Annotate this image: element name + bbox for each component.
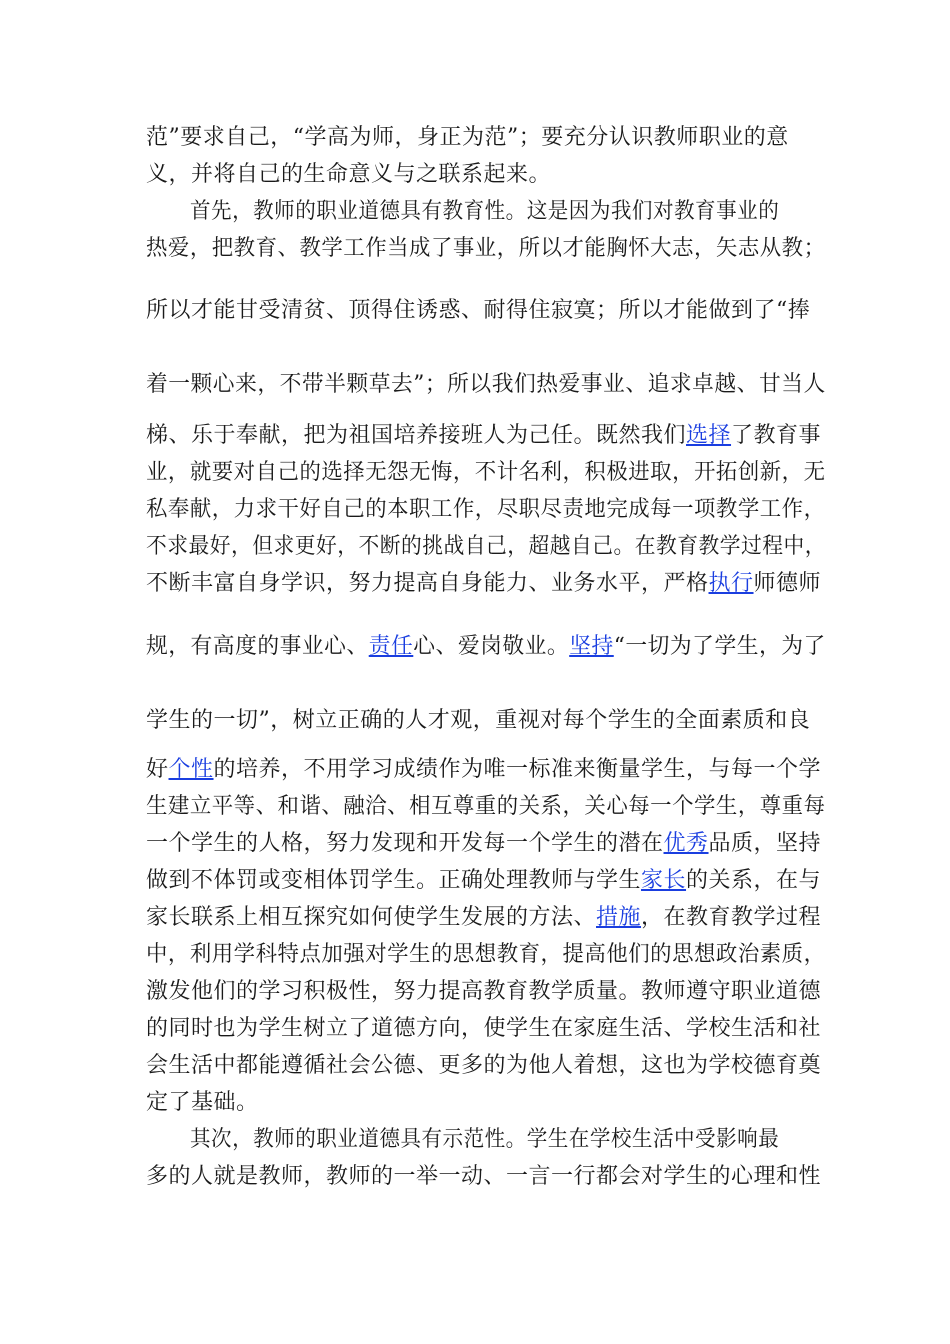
- text-span: 义，并将自己的生命意义与之联系起来。: [146, 162, 552, 187]
- link-jianchi[interactable]: 坚持: [569, 634, 614, 659]
- link-zeren[interactable]: 责任: [368, 634, 414, 659]
- text-span: 热爱，把教育、教学工作当成了事业，所以才能胸怀大志，矢志从教；: [146, 236, 826, 261]
- text-line: [146, 1162, 826, 1192]
- text-span: 私奉献，力求干好自己的本职工作，尽职尽责地完成每一项教学工作，: [146, 497, 826, 522]
- text-line: [146, 940, 826, 970]
- text-span: 不求最好，但求更好，不断的挑战自己，超越自己。在教育教学过程中，: [146, 534, 827, 559]
- text-span: 梯、乐于奉献，把为祖国培养接班人为己任。既然我们: [146, 423, 687, 448]
- text-line: [146, 458, 826, 488]
- link-youxiu[interactable]: 优秀: [663, 831, 709, 856]
- text-span: 品质，坚持: [708, 831, 822, 856]
- text-span: 激发他们的学习积极性，努力提高教育教学质量。教师遵守职业道德: [146, 979, 822, 1004]
- text-span: ，在教育教学过程: [641, 905, 822, 930]
- link-xuanze[interactable]: 选择: [686, 423, 732, 448]
- text-span: 一个学生的人格，努力发现和开发每一个学生的潜在: [146, 831, 664, 856]
- text-span: 心、爱岗敬业。: [413, 634, 570, 659]
- text-line: [146, 532, 827, 562]
- text-span: 定了基础。: [146, 1090, 259, 1115]
- text-span: 着一颗心来，不带半颗草去”；所以我们热爱事业、追求卓越、甘当人: [146, 372, 826, 397]
- text-line: [146, 792, 826, 822]
- text-span: 范”要求自己，“学高为师，身正为范”；要充分认识教师职业的意: [146, 125, 789, 150]
- text-span: 会生活中都能遵循社会公德、更多的为他人着想，这也为学校德育奠: [146, 1053, 822, 1078]
- link-gexing[interactable]: 个性: [168, 757, 214, 782]
- link-cuoshi[interactable]: 措施: [596, 905, 642, 930]
- text-line: [146, 829, 826, 859]
- text-span: 的同时也为学生树立了道德方向，使学生在家庭生活、学校生活和社: [146, 1016, 822, 1041]
- link-jiazhang[interactable]: 家长: [641, 868, 687, 893]
- text-span: 所以才能甘受清贫、顶得住诱惑、耐得住寂寞；所以才能做到了“捧: [146, 298, 811, 323]
- text-span: 好: [146, 757, 169, 782]
- link-zhixing[interactable]: 执行: [708, 571, 754, 596]
- text-line: [146, 866, 826, 896]
- text-line: [146, 755, 826, 785]
- text-span: 了教育事: [731, 423, 822, 448]
- text-span: 规，有高度的事业心、: [146, 634, 369, 659]
- paragraph-first-line: [190, 197, 826, 227]
- text-line: [146, 495, 826, 525]
- text-line: [146, 977, 826, 1007]
- text-span: 的培养，不用学习成绩作为唯一标准来衡量学生，与每一个学: [213, 757, 822, 782]
- text-line: [146, 903, 826, 933]
- text-span: 业，就要对自己的选择无怨无悔，不计名利，积极进取，开拓创新，无: [146, 460, 826, 485]
- text-span: 的关系，在与: [686, 868, 822, 893]
- text-span: 首先，教师的职业道德具有教育性。这是因为我们对教育事业的: [190, 199, 780, 224]
- text-line: [146, 1051, 826, 1081]
- text-span: 师德师: [753, 571, 822, 596]
- text-span: “一切为了学生，为了: [613, 634, 826, 659]
- text-span: 生建立平等、和谐、融洽、相互尊重的关系，关心每一个学生，尊重每: [146, 794, 826, 819]
- text-span: 中，利用学科特点加强对学生的思想教育，提高他们的思想政治素质，: [146, 942, 826, 967]
- text-line: [146, 296, 826, 326]
- text-line: [146, 706, 826, 736]
- text-line: [146, 1014, 826, 1044]
- text-line: [146, 160, 826, 190]
- text-span: 家长联系上相互探究如何使学生发展的方法、: [146, 905, 597, 930]
- text-span: 多的人就是教师，教师的一举一动、一言一行都会对学生的心理和性: [146, 1164, 822, 1189]
- paragraph-first-line: [190, 1125, 826, 1155]
- text-line: [146, 1088, 826, 1118]
- text-span: 其次，教师的职业道德具有示范性。学生在学校生活中受影响最: [190, 1127, 780, 1152]
- text-line: [146, 569, 826, 599]
- text-span: 做到不体罚或变相体罚学生。正确处理教师与学生: [146, 868, 642, 893]
- text-span: 不断丰富自身学识，努力提高自身能力、业务水平，严格: [146, 571, 709, 596]
- text-line: [146, 123, 826, 153]
- text-line: [146, 421, 826, 451]
- text-line: [146, 370, 826, 400]
- text-line: [146, 234, 826, 264]
- text-line: [146, 632, 826, 662]
- text-span: 学生的一切”，树立正确的人才观，重视对每个学生的全面素质和良: [146, 708, 811, 733]
